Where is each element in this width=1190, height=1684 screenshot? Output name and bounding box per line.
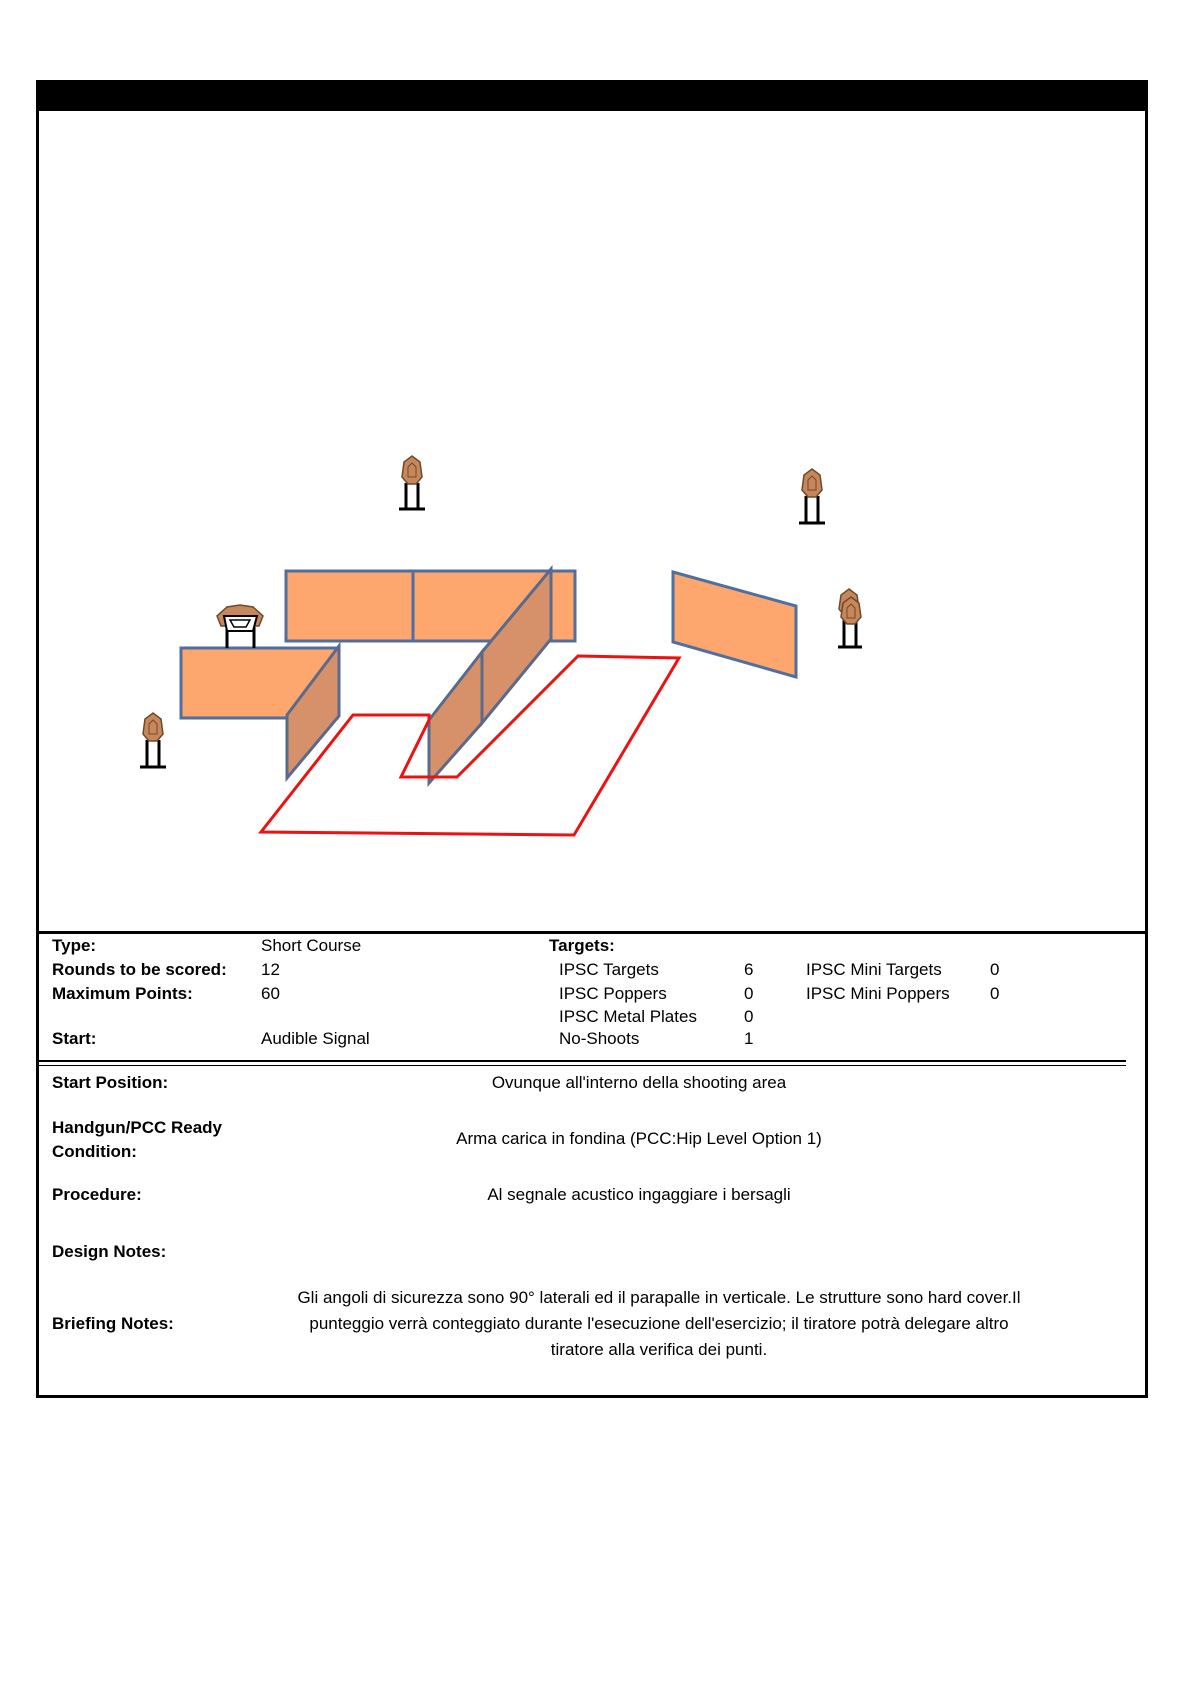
divider-line-thin xyxy=(39,1065,1126,1066)
no-shoots-label: No-Shoots xyxy=(559,1029,640,1048)
procedure-value: Al segnale acustico ingaggiare i bersagli xyxy=(487,1185,791,1204)
ipsc-mini-poppers-count: 0 xyxy=(990,984,1000,1003)
target-left xyxy=(140,713,166,767)
start-position-label: Start Position: xyxy=(52,1073,169,1092)
ipsc-mini-targets-count: 0 xyxy=(990,960,1000,979)
no-shoots-count: 1 xyxy=(744,1029,754,1048)
max-points-value: 60 xyxy=(261,984,280,1003)
procedure-label: Procedure: xyxy=(52,1185,142,1204)
wall-right-panel xyxy=(673,572,796,677)
title-bar xyxy=(39,83,1145,111)
ipsc-poppers-count: 0 xyxy=(744,984,754,1003)
target-top-right xyxy=(799,469,825,523)
stage-info-panel xyxy=(39,931,1145,1398)
ipsc-metal-plates-count: 0 xyxy=(744,1007,754,1026)
max-points-label: Maximum Points: xyxy=(52,984,193,1003)
start-value: Audible Signal xyxy=(261,1029,370,1048)
ipsc-poppers-label: IPSC Poppers xyxy=(559,984,667,1003)
wall-back-left xyxy=(286,571,413,641)
stage-diagram-svg xyxy=(39,111,1145,931)
ready-condition-value: Arma carica in fondina (PCC:Hip Level Option 1) xyxy=(456,1129,822,1148)
rounds-value: 12 xyxy=(261,960,280,979)
type-label: Type: xyxy=(52,936,97,955)
stage-diagram xyxy=(39,111,1145,931)
briefing-notes-label: Briefing Notes: xyxy=(52,1314,174,1333)
ipsc-mini-poppers-label: IPSC Mini Poppers xyxy=(806,984,950,1003)
ipsc-mini-targets-label: IPSC Mini Targets xyxy=(806,960,942,979)
type-value: Short Course xyxy=(261,936,362,955)
start-position-value: Ovunque all'interno della shooting area xyxy=(491,1073,787,1092)
target-top-left xyxy=(399,456,425,509)
ipsc-targets-count: 6 xyxy=(744,960,754,979)
stage-sheet xyxy=(36,80,1148,1398)
rounds-label: Rounds to be scored: xyxy=(52,960,227,979)
ipsc-metal-plates-label: IPSC Metal Plates xyxy=(559,1007,697,1026)
target-behind-wall xyxy=(217,605,263,648)
ready-condition-label-line1: Handgun/PCC Ready xyxy=(52,1118,223,1137)
briefing-notes-line3: tiratore alla verifica dei punti. xyxy=(550,1340,768,1359)
divider-line xyxy=(39,1060,1126,1062)
targets-label: Targets: xyxy=(549,936,615,955)
briefing-notes-line1: Gli angoli di sicurezza sono 90° laterali ed il parapalle in verticale. Le strutture sono hard cover.Il xyxy=(297,1288,1021,1307)
start-label: Start: xyxy=(52,1029,97,1048)
briefing-notes-line2: punteggio verrà conteggiato durante l'esecuzione dell'esercizio; il tiratore potrà delegare altro xyxy=(309,1314,1009,1333)
target-right-double xyxy=(838,589,862,647)
ipsc-targets-label: IPSC Targets xyxy=(559,960,659,979)
ready-condition-label-line2: Condition: xyxy=(52,1142,137,1161)
wall-center-side-front xyxy=(429,652,482,783)
design-notes-label: Design Notes: xyxy=(52,1242,167,1261)
